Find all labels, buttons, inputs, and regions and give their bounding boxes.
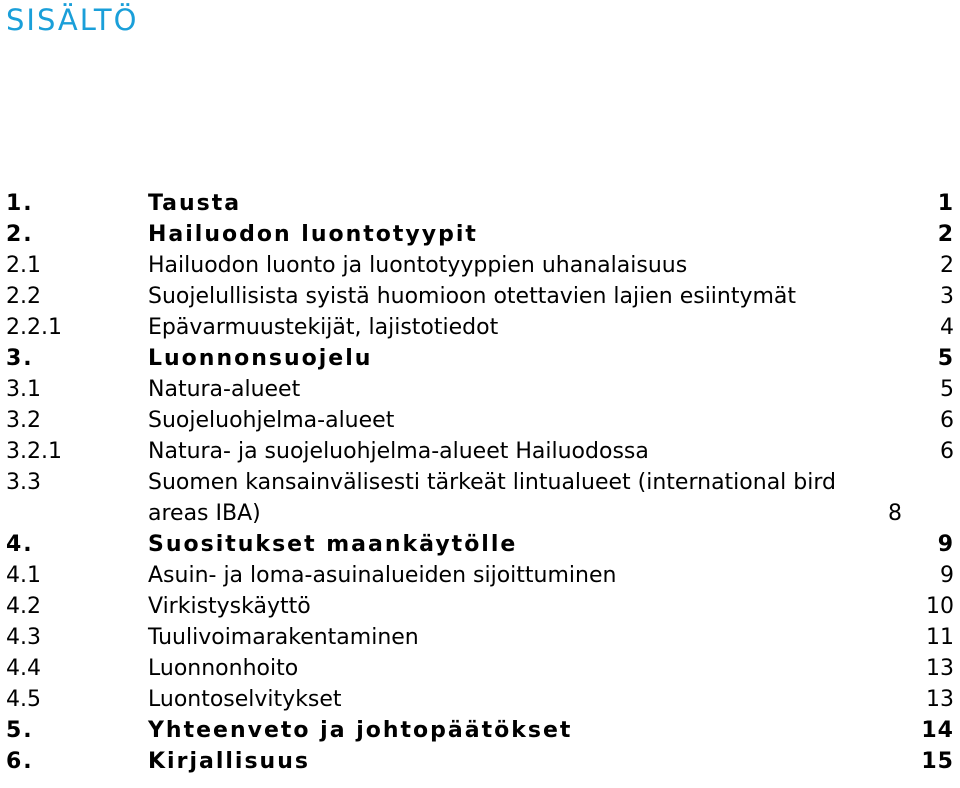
toc-entry-number: 2. xyxy=(6,222,34,247)
toc-entry-title: Suositukset maankäytölle xyxy=(148,532,518,557)
toc-entry-page: 9 xyxy=(940,563,954,588)
toc-entry-title: Luonnonhoito xyxy=(148,656,299,681)
toc-entry-title: Kirjallisuus xyxy=(148,749,310,774)
toc-entry[interactable] xyxy=(6,529,954,560)
toc-entry[interactable] xyxy=(6,560,954,591)
toc-entry-number: 4.5 xyxy=(6,687,41,712)
toc-entry-title: Suojeluohjelma-alueet xyxy=(148,408,395,433)
toc-entry-title: Natura-alueet xyxy=(148,377,301,402)
toc-entry-page: 10 xyxy=(926,594,954,619)
toc-entry[interactable] xyxy=(6,374,954,405)
toc-entry-title: Luonnonsuojelu xyxy=(148,346,373,371)
toc-entry[interactable] xyxy=(6,684,954,715)
toc-entry-number: 4.1 xyxy=(6,563,41,588)
toc-entry-page: 8 xyxy=(888,501,902,526)
toc-entry-number: 4. xyxy=(6,532,34,557)
toc-entry-title: Virkistyskäyttö xyxy=(148,594,311,619)
toc-entry-title: Epävarmuustekijät, lajistotiedot xyxy=(148,315,499,340)
toc-entry-page: 9 xyxy=(937,532,954,557)
toc-entry[interactable] xyxy=(6,312,954,343)
toc-entry-page: 2 xyxy=(940,253,954,278)
toc-entry-title: Tuulivoimarakentaminen xyxy=(148,625,419,650)
toc-entry[interactable] xyxy=(6,467,954,529)
toc-entry[interactable] xyxy=(6,188,954,219)
toc-entry-title: Suojelullisista syistä huomioon otettavien lajien esiintymät xyxy=(148,284,797,309)
toc-entry-title: Suomen kansainvälisesti tärkeät lintualueet (international bird areas IBA) xyxy=(148,470,836,526)
toc-entry-number: 1. xyxy=(6,191,34,216)
toc-entry-number: 3.2.1 xyxy=(6,439,62,464)
toc-entry-page: 4 xyxy=(940,315,954,340)
toc-entry-page: 13 xyxy=(926,687,954,712)
toc-entry-page: 2 xyxy=(937,222,954,247)
toc-entry-title: Yhteenveto ja johtopäätökset xyxy=(148,718,573,743)
page-title: SISÄLTÖ xyxy=(6,3,139,37)
toc-entry[interactable] xyxy=(6,746,954,777)
toc-entry-number: 2.2.1 xyxy=(6,315,62,340)
toc-entry-page: 5 xyxy=(937,346,954,371)
toc-entry[interactable] xyxy=(6,436,954,467)
toc-entry-title: Luontoselvitykset xyxy=(148,687,342,712)
toc-entry[interactable] xyxy=(6,343,954,374)
toc-entry-number: 2.1 xyxy=(6,253,41,278)
toc-entry-number: 4.2 xyxy=(6,594,41,619)
toc-entry-title: Asuin- ja loma-asuinalueiden sijoittuminen xyxy=(148,563,617,588)
toc-entry-title: Tausta xyxy=(148,191,242,216)
toc-entry[interactable] xyxy=(6,405,954,436)
toc-entry[interactable] xyxy=(6,715,954,746)
toc-entry-page: 1 xyxy=(937,191,954,216)
table-of-contents xyxy=(6,188,954,777)
toc-entry-page: 11 xyxy=(926,625,954,650)
toc-entry-page: 15 xyxy=(921,749,954,774)
toc-entry[interactable] xyxy=(6,250,954,281)
toc-entry[interactable] xyxy=(6,653,954,684)
toc-entry-title: Hailuodon luonto ja luontotyyppien uhanalaisuus xyxy=(148,253,688,278)
toc-entry-number: 4.3 xyxy=(6,625,41,650)
toc-entry[interactable] xyxy=(6,591,954,622)
toc-entry-number: 2.2 xyxy=(6,284,41,309)
toc-entry-number: 3.2 xyxy=(6,408,41,433)
toc-entry[interactable] xyxy=(6,219,954,250)
toc-entry-page: 13 xyxy=(926,656,954,681)
toc-entry-number: 4.4 xyxy=(6,656,41,681)
toc-entry[interactable] xyxy=(6,622,954,653)
toc-entry[interactable] xyxy=(6,281,954,312)
toc-entry-page: 5 xyxy=(940,377,954,402)
toc-entry-number: 3. xyxy=(6,346,34,371)
toc-entry-title: Natura- ja suojeluohjelma-alueet Hailuodossa xyxy=(148,439,649,464)
toc-entry-number: 5. xyxy=(6,718,34,743)
toc-entry-page: 3 xyxy=(940,284,954,309)
toc-entry-page: 6 xyxy=(940,408,954,433)
toc-entry-number: 6. xyxy=(6,749,34,774)
toc-entry-page: 14 xyxy=(921,718,954,743)
toc-entry-title: Hailuodon luontotyypit xyxy=(148,222,478,247)
toc-entry-number: 3.1 xyxy=(6,377,41,402)
toc-entry-number: 3.3 xyxy=(6,470,41,495)
toc-entry-page: 6 xyxy=(940,439,954,464)
